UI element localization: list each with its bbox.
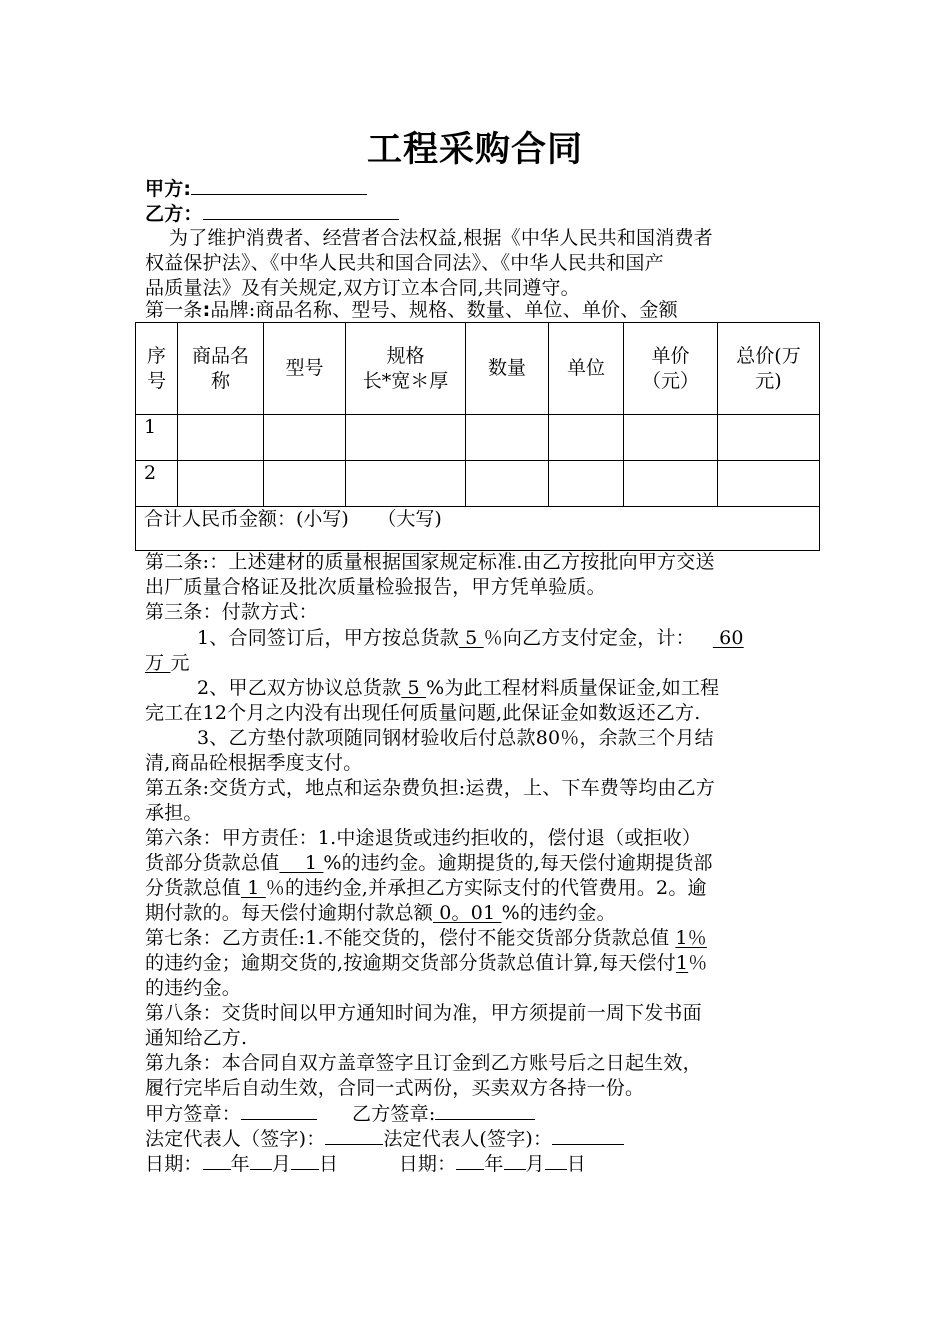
- table-cell: [466, 415, 549, 461]
- article-9-line-1: 第九条：本合同自双方盖章签字且订金到乙方账号后之日起生效，: [145, 1052, 702, 1074]
- header-cell-model: 型号: [264, 323, 346, 415]
- table-cell: [718, 415, 820, 461]
- article-3-title: 第三条：付款方式：: [145, 601, 318, 623]
- table-header-row: [136, 323, 820, 415]
- header-cell-unit: 单位: [549, 323, 624, 415]
- party-b-seal-label: 乙方签章:: [352, 1103, 436, 1125]
- payment-term-3-line-1: 3、乙方垫付款项随同钢材验收后付总款80％，余款三个月结: [197, 727, 714, 749]
- header-cell-product-name: 商品名 称: [178, 323, 264, 415]
- payment-term-1-line-2: 万 元: [145, 652, 190, 674]
- table-cell: [624, 415, 718, 461]
- table-cell: [264, 415, 346, 461]
- article-7-line-2: 的违约金；逾期交货的,按逾期交货部分货款总值计算,每天偿付1％: [145, 952, 708, 974]
- party-a-line: [145, 176, 815, 202]
- table-cell: [624, 461, 718, 507]
- article-1-text: 品牌:商品名称、型号、规格、数量、单位、单价、金额: [210, 299, 678, 321]
- goods-table: [135, 322, 820, 551]
- party-b-rep-label: 法定代表人(签字)：: [383, 1128, 553, 1150]
- table-cell: [178, 415, 264, 461]
- article-1-heading: [145, 298, 815, 323]
- article-7-line-1: 第七条：乙方责任:1.不能交货的，偿付不能交货部分货款总值 1％: [145, 927, 707, 949]
- intro-line-3: 品质量法》及有关规定,双方订立本合同,共同遵守。: [145, 277, 580, 299]
- party-a-seal-label: 甲方签章：: [145, 1103, 242, 1125]
- header-cell-index: 序 号: [136, 323, 178, 415]
- payment-term-3-line-2: 清,商品砼根据季度支付。: [145, 752, 363, 774]
- total-amount-cell: 合计人民币金额：(小写) （大写): [136, 507, 820, 551]
- article-8-line-2: 通知给乙方.: [145, 1027, 248, 1049]
- header-cell-total-price: 总价(万 元): [718, 323, 820, 415]
- article-6-line-1: 第六条：甲方责任：1.中途退货或违约拒收的，偿付退（或拒收）: [145, 827, 702, 849]
- deposit-percent: 5: [458, 627, 484, 649]
- article-1-prefix: 第一条: [145, 299, 203, 321]
- article-6-line-3: 分货款总值 1 ％的违约金,并承担乙方实际支付的代管费用。2。逾: [145, 877, 707, 899]
- table-cell: [346, 415, 466, 461]
- article-6-line-4: 期付款的。每天偿付逾期付款总额 0。01 %的违约金。: [145, 902, 616, 924]
- payment-term-2-line-2: 完工在12个月之内没有出现任何质量问题,此保证金如数返还乙方.: [145, 702, 701, 724]
- article-9-line-2: 履行完毕后自动生效，合同一式两份，买卖双方各持一份。: [145, 1077, 645, 1099]
- article-8-line-1: 第八条：交货时间以甲方通知时间为准，甲方须提前一周下发书面: [145, 1002, 702, 1024]
- party-b-label: 乙方：: [145, 203, 203, 225]
- table-cell: [549, 461, 624, 507]
- article-6-line-2: 货部分货款总值 1 %的违约金。逾期提货的,每天偿付逾期提货部: [145, 852, 713, 874]
- table-cell: [346, 461, 466, 507]
- intro-line-2: 权益保护法》、《中华人民共和国合同法》、《中华人民共和国产: [145, 252, 664, 274]
- article-2-line-2: 出厂质量合格证及批次质量检验报告，甲方凭单验质。: [145, 576, 606, 598]
- table-cell: [718, 461, 820, 507]
- table-cell: 1: [136, 415, 178, 461]
- warranty-percent: 5: [401, 677, 427, 699]
- table-cell: 2: [136, 461, 178, 507]
- table-cell: [264, 461, 346, 507]
- party-b-blank: [203, 201, 399, 220]
- table-total-row: [136, 507, 820, 551]
- party-a-blank: [191, 176, 367, 195]
- header-cell-unit-price: 单价 （元）: [624, 323, 718, 415]
- party-a-label: 甲方:: [145, 178, 192, 200]
- table-row: [136, 415, 820, 461]
- article-2-line-1: 第二条:：上述建材的质量根据国家规定标准.由乙方按批向甲方交送: [145, 551, 715, 573]
- header-cell-spec: 规格 长*宽＊厚: [346, 323, 466, 415]
- header-cell-quantity: 数量: [466, 323, 549, 415]
- table-cell: [549, 415, 624, 461]
- table-row: [136, 461, 820, 507]
- party-a-rep-label: 法定代表人（签字)：: [145, 1128, 326, 1150]
- article-7-line-3: 的违约金。: [145, 977, 242, 999]
- deposit-amount: 60: [712, 627, 744, 649]
- party-b-line: [145, 201, 815, 227]
- representative-line: [145, 1126, 815, 1152]
- payment-term-2-line-1: 2、甲乙双方协议总货款 5 %为此工程材料质量保证金,如工程: [197, 677, 720, 699]
- table-cell: [178, 461, 264, 507]
- document-title: 工程采购合同: [366, 130, 583, 170]
- payment-term-1-line-1: 1、合同签订后，甲方按总货款 5 ％向乙方支付定金，计： 60: [197, 627, 744, 649]
- signature-line: [145, 1101, 815, 1127]
- article-5-line-2: 承担。: [145, 802, 203, 824]
- date-line: 日期： 年 月 日 日期： 年 月 日: [145, 1153, 586, 1175]
- table-cell: [466, 461, 549, 507]
- article-5-line-1: 第五条:交货方式，地点和运杂费负担:运费，上、下车费等均由乙方: [145, 777, 716, 799]
- intro-line-1: 为了维护消费者、经营者合法权益,根据《中华人民共和国消费者: [169, 227, 713, 249]
- article-1-colon: :: [202, 299, 211, 321]
